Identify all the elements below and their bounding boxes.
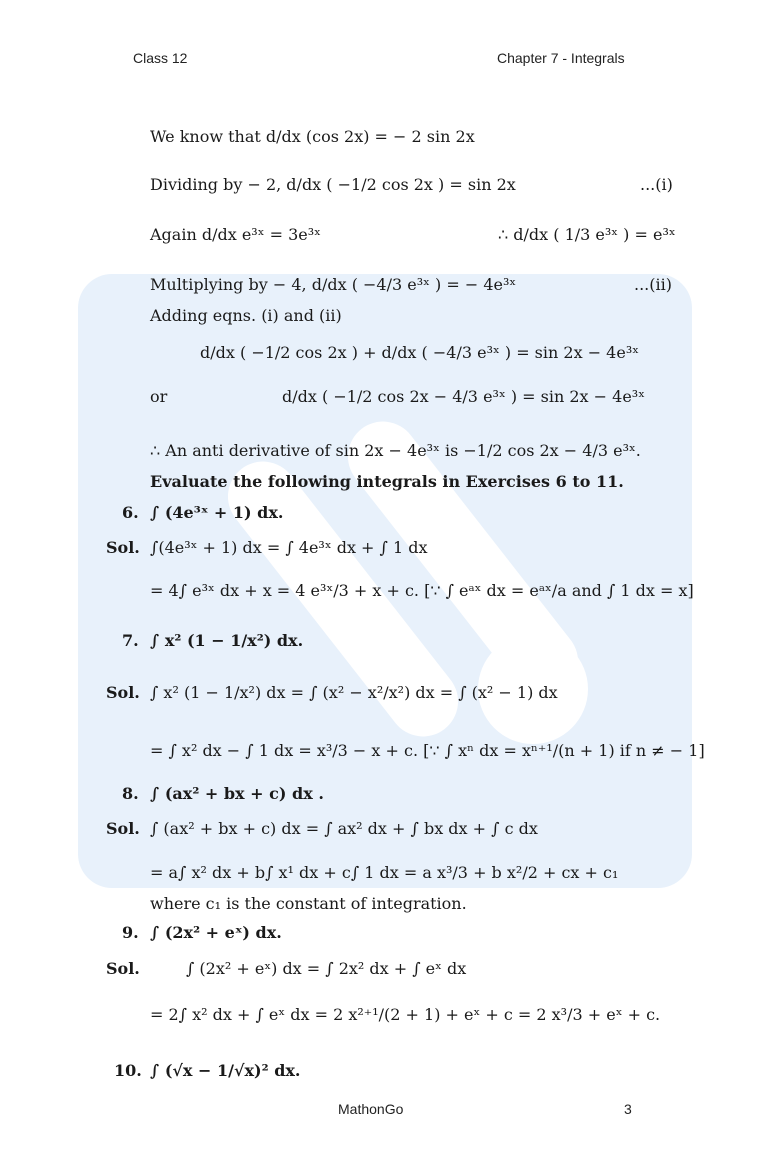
solution-7-line-2: = ∫ x² dx − ∫ 1 dx = x³/3 − x + c. [∵ ∫ xⁿ dx = xⁿ⁺¹/(n + 1) if n ≠ − 1] [150, 741, 705, 760]
question-number-10: 10. [114, 1061, 142, 1080]
question-7: ∫ x² (1 − 1/x²) dx. [150, 631, 304, 650]
sol-label-7: Sol. [106, 683, 140, 702]
line-combined-derivative: d/dx ( −1/2 cos 2x − 4/3 e³ˣ ) = sin 2x − 4e³ˣ [282, 387, 645, 406]
header-chapter: Chapter 7 - Integrals [497, 50, 625, 66]
solution-6-line-2: = 4∫ e³ˣ dx + x = 4 e³ˣ/3 + x + c. [∵ ∫ eᵃˣ dx = eᵃˣ/a and ∫ 1 dx = x] [150, 581, 694, 600]
question-8: ∫ (ax² + bx + c) dx . [150, 784, 324, 803]
question-number-6: 6. [122, 503, 139, 522]
question-number-7: 7. [122, 631, 139, 650]
question-number-8: 8. [122, 784, 139, 803]
line-or: or [150, 387, 168, 406]
line-dividing: Dividing by − 2, d/dx ( −1/2 cos 2x ) = sin 2x [150, 175, 516, 194]
sol-label-8: Sol. [106, 819, 140, 838]
solution-6-line-1: ∫(4e³ˣ + 1) dx = ∫ 4e³ˣ dx + ∫ 1 dx [150, 538, 428, 557]
exercise-instruction: Evaluate the following integrals in Exercises 6 to 11. [150, 472, 624, 491]
sol-label-9: Sol. [106, 959, 140, 978]
question-6: ∫ (4e³ˣ + 1) dx. [150, 503, 284, 522]
line-therefore-e3x: ∴ d/dx ( 1/3 e³ˣ ) = e³ˣ [498, 225, 676, 244]
footer-brand: MathonGo [338, 1101, 404, 1117]
line-we-know: We know that d/dx (cos 2x) = − 2 sin 2x [150, 127, 475, 146]
header-class: Class 12 [133, 50, 188, 66]
line-anti-derivative: ∴ An anti derivative of sin 2x − 4e³ˣ is −1/2 cos 2x − 4/3 e³ˣ. [150, 441, 641, 460]
question-number-9: 9. [122, 923, 139, 942]
line-adding-eqns: Adding eqns. (i) and (ii) [150, 306, 342, 325]
solution-9-line-2: = 2∫ x² dx + ∫ eˣ dx = 2 x²⁺¹/(2 + 1) + eˣ + c = 2 x³/3 + eˣ + c. [150, 1005, 661, 1024]
line-again: Again d/dx e³ˣ = 3e³ˣ [150, 225, 321, 244]
line-sum-derivatives: d/dx ( −1/2 cos 2x ) + d/dx ( −4/3 e³ˣ ) = sin 2x − 4e³ˣ [200, 343, 640, 362]
solution-9-line-1: ∫ (2x² + eˣ) dx = ∫ 2x² dx + ∫ eˣ dx [186, 959, 467, 978]
footer-page-number: 3 [624, 1101, 632, 1117]
line-multiplying: Multiplying by − 4, d/dx ( −4/3 e³ˣ ) = − 4e³ˣ [150, 275, 517, 294]
solution-8-line-2: = a∫ x² dx + b∫ x¹ dx + c∫ 1 dx = a x³/3 + b x²/2 + cx + c₁ [150, 863, 619, 882]
equation-tag-ii: ...(ii) [634, 275, 672, 294]
equation-tag-i: ...(i) [640, 175, 673, 194]
solution-8-line-1: ∫ (ax² + bx + c) dx = ∫ ax² dx + ∫ bx dx + ∫ c dx [150, 819, 538, 838]
question-10: ∫ (√x − 1/√x)² dx. [150, 1061, 301, 1080]
question-9: ∫ (2x² + eˣ) dx. [150, 923, 282, 942]
solution-7-line-1: ∫ x² (1 − 1/x²) dx = ∫ (x² − x²/x²) dx = ∫ (x² − 1) dx [150, 683, 558, 702]
sol-label-6: Sol. [106, 538, 140, 557]
solution-8-note: where c₁ is the constant of integration. [150, 894, 467, 913]
